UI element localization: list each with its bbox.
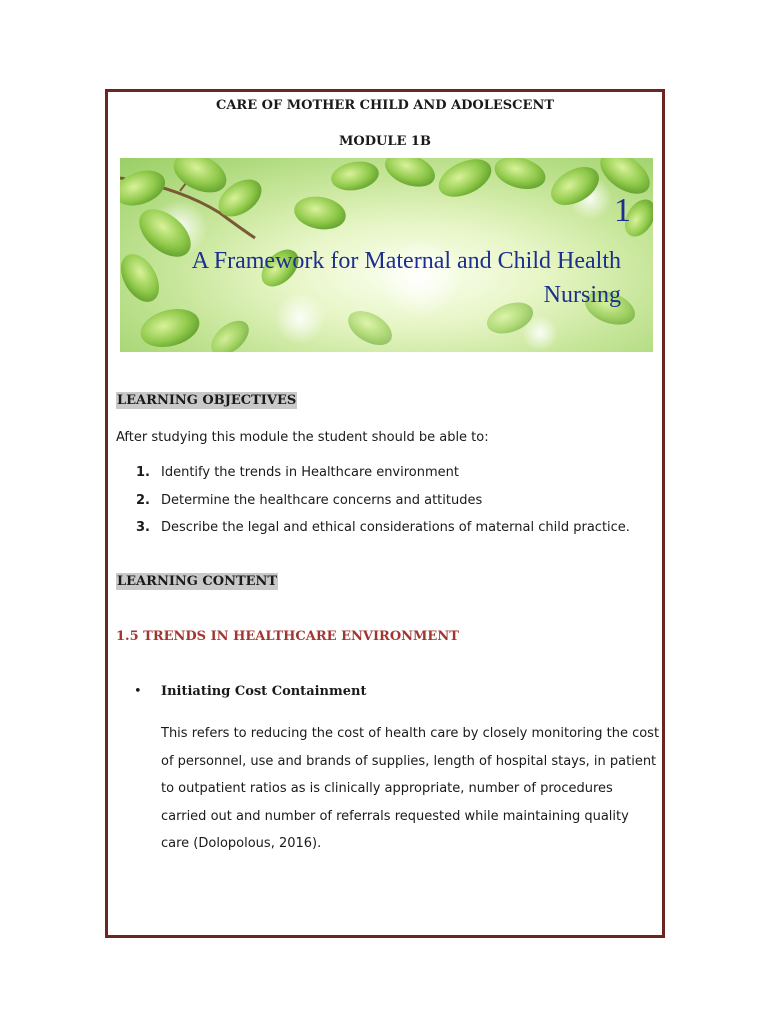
section-title: 1.5 TRENDS IN HEALTHCARE ENVIRONMENT	[116, 629, 459, 644]
bullet-label: Initiating Cost Containment	[161, 684, 367, 699]
list-item	[136, 519, 630, 547]
list-item	[136, 464, 630, 492]
bullet-icon: •	[134, 684, 142, 699]
objectives-list	[136, 464, 630, 547]
learning-content-heading: LEARNING CONTENT	[117, 574, 278, 589]
chapter-number: 1	[614, 192, 631, 229]
course-title: CARE OF MOTHER CHILD AND ADOLESCENT	[215, 98, 554, 113]
list-item-number: 3.	[136, 520, 150, 535]
document-frame	[105, 89, 665, 938]
objectives-intro: After studying this module the student should be able to:	[116, 430, 489, 445]
list-item-text: Describe the legal and ethical considerations of maternal child practice.	[161, 520, 630, 535]
list-item-text: Determine the healthcare concerns and attitudes	[161, 492, 483, 508]
chapter-title-line1: A Framework for Maternal and Child Health	[191, 248, 621, 274]
list-item-number: 1.	[136, 465, 150, 480]
list-item	[136, 492, 630, 520]
list-item-number: 2.	[136, 492, 150, 508]
module-title: MODULE 1B	[339, 134, 431, 149]
chapter-title-line2: Nursing	[543, 282, 621, 308]
chapter-title	[192, 244, 621, 312]
body-paragraph: This refers to reducing the cost of health care by closely monitoring the cost of personnel, use and brands of supplies, length of hospital stays, in patient to outpatient ratios as is clinically appropriate, number of procedures carried out and number of referrals requested while maintaining quality care (Dolopolous, 2016).	[161, 726, 660, 851]
list-item-text: Identify the trends in Healthcare environment	[161, 465, 459, 480]
learning-objectives-heading: LEARNING OBJECTIVES	[117, 393, 297, 408]
chapter-banner-image	[120, 158, 653, 352]
